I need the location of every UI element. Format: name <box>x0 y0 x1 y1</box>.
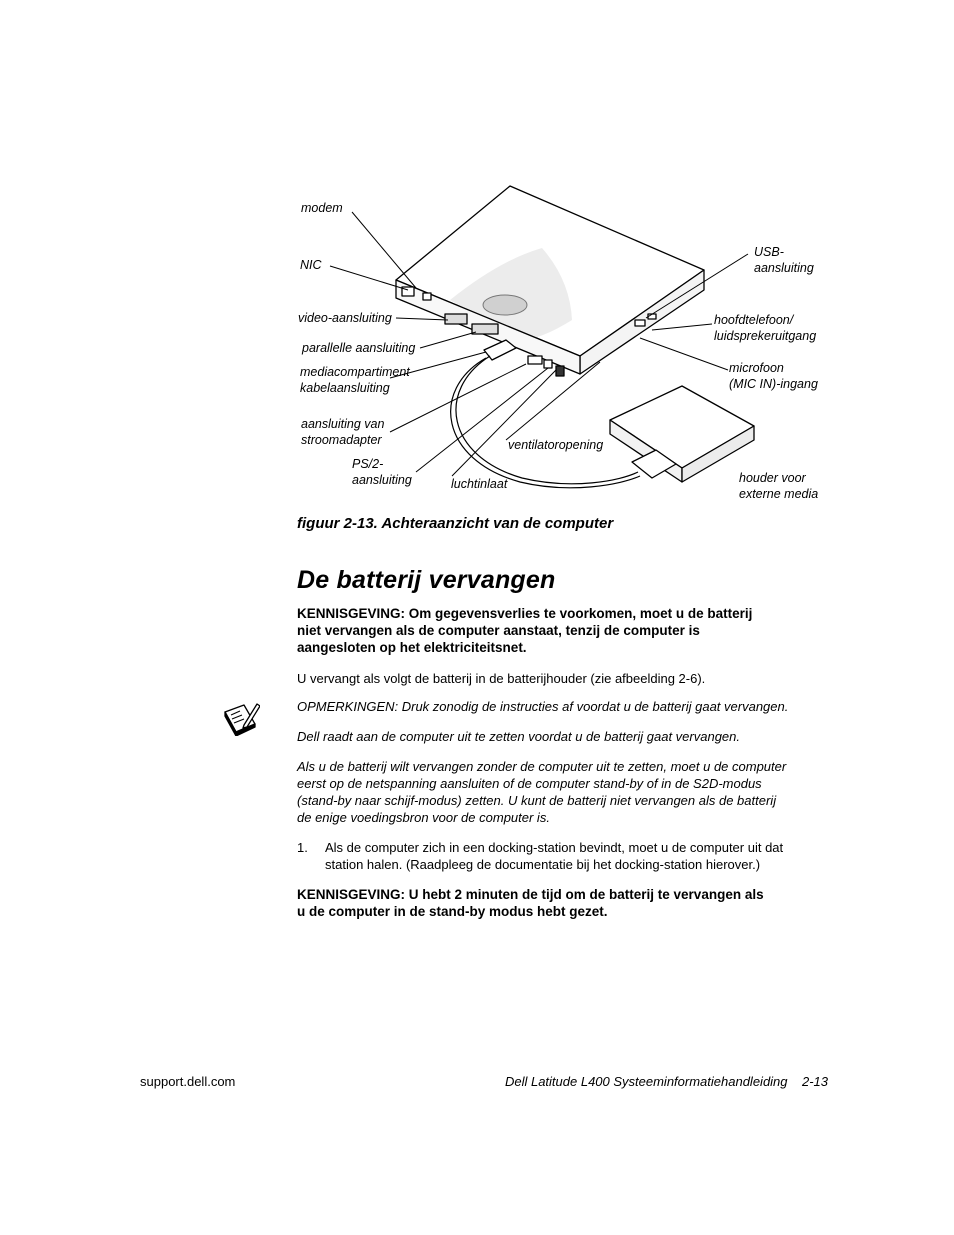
rear-view-figure <box>280 180 840 510</box>
label-ps2: PS/2- aansluiting <box>352 457 412 487</box>
label-usb: USB- aansluiting <box>754 245 814 275</box>
footer-website: support.dell.com <box>140 1074 236 1089</box>
notice-standby-time: KENNISGEVING: U hebt 2 minuten de tijd om de batterij te vervangen als u de computer in de stand-by modus hebt gezet. <box>297 887 764 919</box>
step-1-number: 1. <box>297 840 308 855</box>
label-nic: NIC <box>300 258 322 272</box>
label-fan: ventilatoropening <box>508 438 604 452</box>
label-media-cable: mediacompartiment kabelaansluiting <box>300 365 410 395</box>
footer-page-info: Dell Latitude L400 Systeeminformatiehandleiding 2-13 <box>504 1074 828 1089</box>
label-air-inlet: luchtinlaat <box>451 477 508 491</box>
note-turn-off: Dell raadt aan de computer uit te zetten voordat u de batterij gaat vervangen. <box>297 729 740 744</box>
label-external-media: houder voor externe media <box>739 471 819 501</box>
intro-paragraph: U vervangt als volgt de batterij in de batterijhouder (zie afbeelding 2-6). <box>297 671 706 686</box>
step-1-text: Als de computer zich in een docking-station bevindt, moet u de computer uit dat station halen. (Raadpleeg de documentatie bij het docking-station hierover.) <box>325 840 784 872</box>
note-print-instructions: OPMERKINGEN: Druk zonodig de instructies af voordat u de batterij gaat vervangen. <box>297 699 789 714</box>
note-replace-without-off: Als u de batterij wilt vervangen zonder de computer uit te zetten, moet u de computer eerst op de netspanning aansluiten of de computer stand-by of in de S2D-modus (stand-by naar schijf-modus) zetten. U kunt de batterij niet vervangen als de batterij de enige voedingsbron voor de computer is. <box>297 759 787 825</box>
section-heading: De batterij vervangen <box>297 566 556 594</box>
note-pencil-icon <box>222 700 260 736</box>
figure-caption: figuur 2-13. Achteraanzicht van de computer <box>297 515 614 532</box>
label-microphone: microfoon (MIC IN)-ingang <box>729 361 818 391</box>
label-video: video-aansluiting <box>298 311 392 325</box>
label-parallel: parallelle aansluiting <box>302 341 416 355</box>
label-headphone: hoofdtelefoon/ luidsprekeruitgang <box>714 313 817 343</box>
label-power: aansluiting van stroomadapter <box>301 417 385 447</box>
notice-data-loss: KENNISGEVING: Om gegevensverlies te voorkomen, moet u de batterij niet vervangen als de computer aanstaat, tenzij de computer is aangesloten op het elektriciteitsnet. <box>297 606 753 655</box>
label-modem: modem <box>301 201 343 215</box>
